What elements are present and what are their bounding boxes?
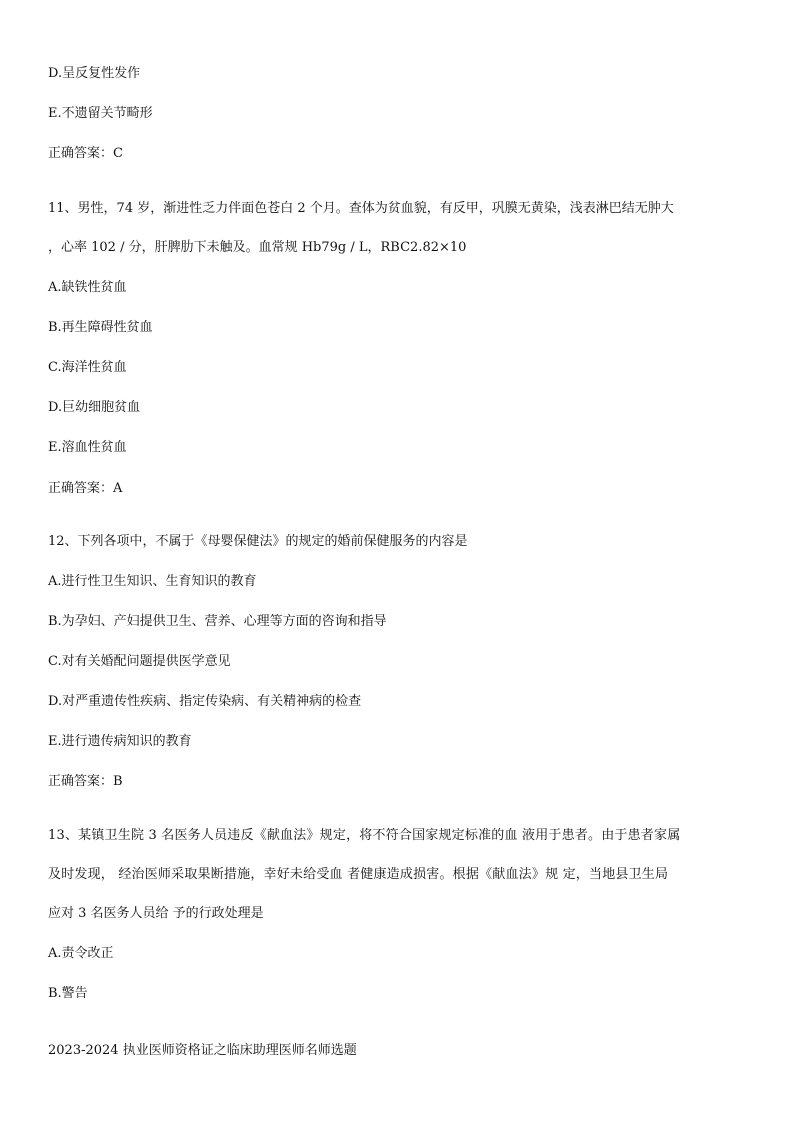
- q12-stem: 12、下列各项中，不属于《母婴保健法》的规定的婚前保健服务的内容是: [48, 534, 468, 549]
- q13-stem-line2: 及时发现， 经治医师采取果断措施，幸好未给受血 者健康造成损害。根据《献血法》规 定，当地县卫生局: [48, 867, 669, 882]
- q13-option-a: A.责令改正: [48, 946, 114, 961]
- q11-option-c: C.海洋性贫血: [48, 360, 127, 375]
- q11-stem-line2: ，心率 102 / 分，肝脾肋下未触及。血常规 Hb79g / L，RBC2.82×10: [48, 240, 467, 255]
- q12-option-b: B.为孕妇、产妇提供卫生、营养、心理等方面的咨询和指导: [48, 614, 387, 629]
- q11-stem-line1: 11、男性，74 岁，渐进性乏力伴面色苍白 2 个月。查体为贫血貌，有反甲，巩膜无黄染，浅表淋巴结无肿大: [48, 201, 674, 216]
- q11-option-b: B.再生障碍性贫血: [48, 320, 153, 335]
- q11-option-e: E.溶血性贫血: [48, 440, 127, 455]
- q10-option-e: E.不遗留关节畸形: [48, 106, 153, 121]
- q13-stem-line1: 13、某镇卫生院 3 名医务人员违反《献血法》规定，将不符合国家规定标准的血 液用于患者。由于患者家属: [48, 828, 681, 843]
- q13-stem-line3: 应对 3 名医务人员给 予的行政处理是: [48, 906, 264, 921]
- q12-option-e: E.进行遗传病知识的教育: [48, 734, 192, 749]
- q12-answer: 正确答案：B: [48, 774, 123, 789]
- q11-option-d: D.巨幼细胞贫血: [48, 400, 141, 415]
- q10-option-d: D.呈反复性发作: [48, 66, 141, 81]
- q12-option-c: C.对有关婚配问题提供医学意见: [48, 654, 231, 669]
- q12-option-a: A.进行性卫生知识、生育知识的教育: [48, 574, 257, 589]
- q13-option-b: B.警告: [48, 986, 88, 1001]
- q11-answer: 正确答案：A: [48, 481, 123, 496]
- q10-answer: 正确答案：C: [48, 146, 123, 161]
- q12-option-d: D.对严重遗传性疾病、指定传染病、有关精神病的检查: [48, 694, 362, 709]
- page-footer: 2023-2024 执业医师资格证之临床助理医师名师选题: [48, 1043, 357, 1058]
- q11-option-a: A.缺铁性贫血: [48, 280, 127, 295]
